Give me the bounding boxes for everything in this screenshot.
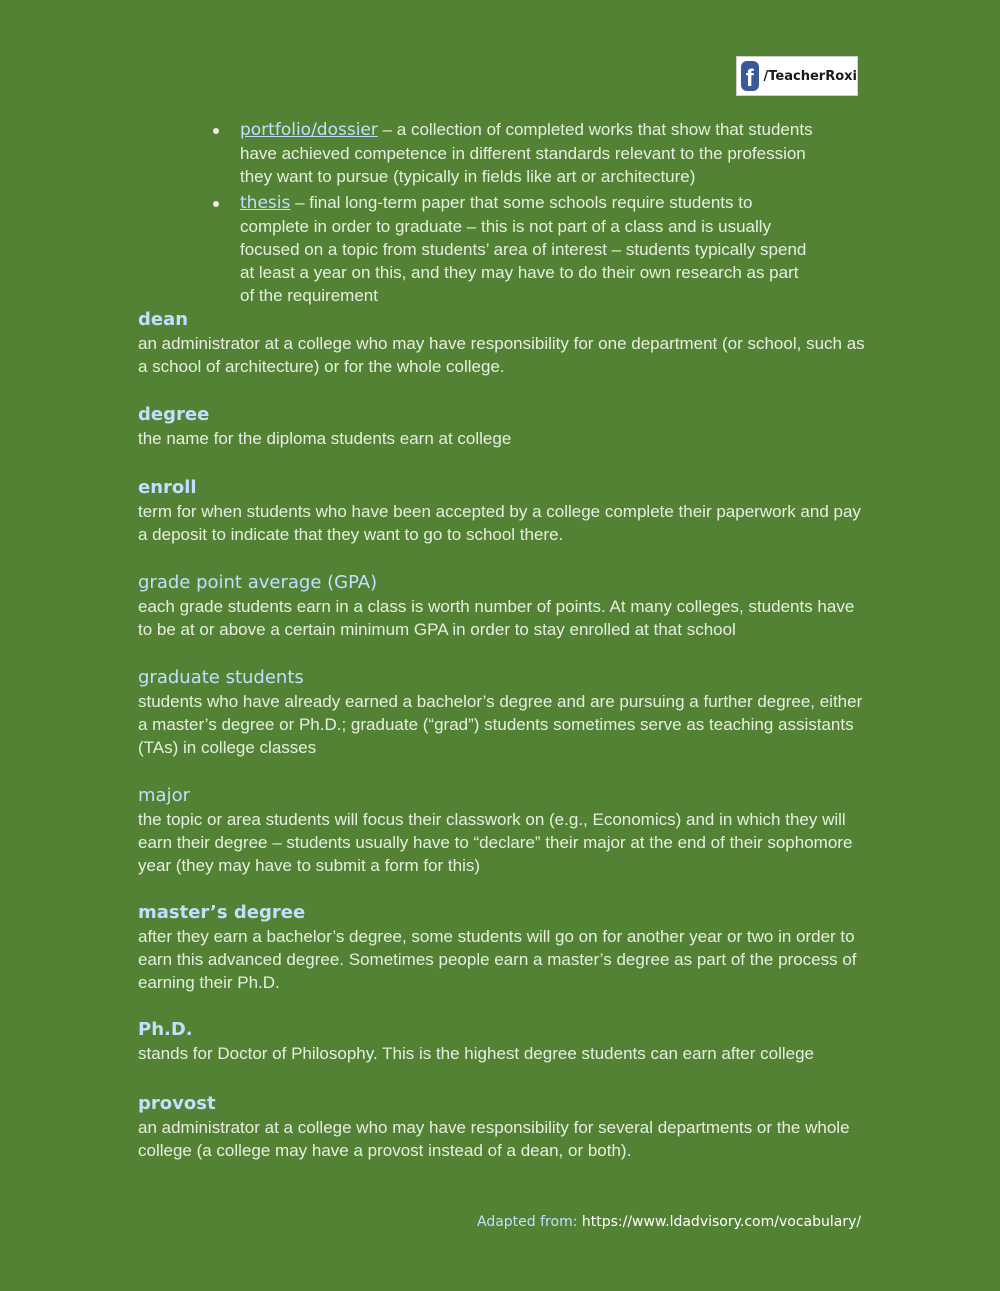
glossary-entry bbox=[138, 403, 868, 450]
badge-text: /TeacherRoxi bbox=[763, 68, 857, 84]
entry-term: grade point average (GPA) bbox=[138, 572, 378, 593]
source-footer bbox=[477, 1214, 861, 1230]
entry-definition: the name for the diploma students earn at college bbox=[138, 429, 512, 448]
entry-term: degree bbox=[138, 404, 210, 425]
entry-definition: an administrator at a college who may have responsibility for one department (or school, such as a school of architecture) or for the whole college. bbox=[138, 334, 865, 376]
entry-term: dean bbox=[138, 309, 189, 330]
glossary-entry bbox=[138, 1018, 868, 1065]
term-link-thesis[interactable]: thesis bbox=[240, 193, 291, 213]
glossary-entry bbox=[138, 571, 868, 641]
glossary-entry bbox=[138, 901, 868, 994]
glossary-entry bbox=[138, 308, 868, 378]
entry-definition: term for when students who have been accepted by a college complete their paperwork and pay a deposit to indicate that they want to go to school there. bbox=[138, 502, 861, 544]
entry-definition: the topic or area students will focus their classwork on (e.g., Economics) and in which they will earn their degree – students usually have to “declare” their major at the end of their sophomore year (they may have to submit a form for this) bbox=[138, 810, 853, 875]
footer-label: Adapted from: bbox=[477, 1214, 578, 1230]
term-definition: – final long-term paper that some schools require students to complete in order to graduate – this is not part of a class and is usually focused on a topic from students’ area of interest – students typically spend at least a year on this, and they may have to do their own research as part of the requirement bbox=[240, 193, 807, 305]
entry-term: provost bbox=[138, 1093, 216, 1114]
entry-term: enroll bbox=[138, 477, 197, 498]
glossary-entry bbox=[138, 666, 868, 759]
entry-term: master’s degree bbox=[138, 902, 306, 923]
entry-definition: each grade students earn in a class is worth number of points. At many colleges, students have to be at or above a certain minimum GPA in order to stay enrolled at that school bbox=[138, 597, 855, 639]
glossary-entry bbox=[138, 476, 868, 546]
facebook-badge[interactable] bbox=[736, 56, 858, 96]
glossary-entry bbox=[138, 1092, 868, 1162]
entry-definition: an administrator at a college who may have responsibility for several departments or the whole college (a college may have a provost instead of a dean, or both). bbox=[138, 1118, 850, 1160]
list-item bbox=[240, 118, 815, 188]
bullet-list bbox=[240, 118, 815, 310]
entry-term: major bbox=[138, 785, 190, 806]
entry-term: Ph.D. bbox=[138, 1019, 193, 1040]
entry-definition: after they earn a bachelor’s degree, some students will go on for another year or two in order to earn this advanced degree. Sometimes people earn a master’s degree as part of the process of earning their Ph.D. bbox=[138, 927, 857, 992]
facebook-icon: f bbox=[741, 61, 759, 91]
source-link[interactable]: https://www.ldadvisory.com/vocabulary/ bbox=[581, 1214, 862, 1230]
term-link-portfolio[interactable]: portfolio/dossier bbox=[240, 120, 378, 140]
entry-term: graduate students bbox=[138, 667, 304, 688]
entry-definition: students who have already earned a bachelor’s degree and are pursuing a further degree, either a master’s degree or Ph.D.; graduate (“grad”) students sometimes serve as teaching assistants (TAs) in college classes bbox=[138, 692, 863, 757]
term-definition: – a collection of completed works that show that students have achieved competence in different standards relevant to the profession they want to pursue (typically in fields like art or architecture) bbox=[240, 120, 813, 186]
list-item bbox=[240, 191, 815, 307]
entry-definition: stands for Doctor of Philosophy. This is the highest degree students can earn after college bbox=[138, 1044, 814, 1063]
glossary-entry bbox=[138, 784, 868, 877]
